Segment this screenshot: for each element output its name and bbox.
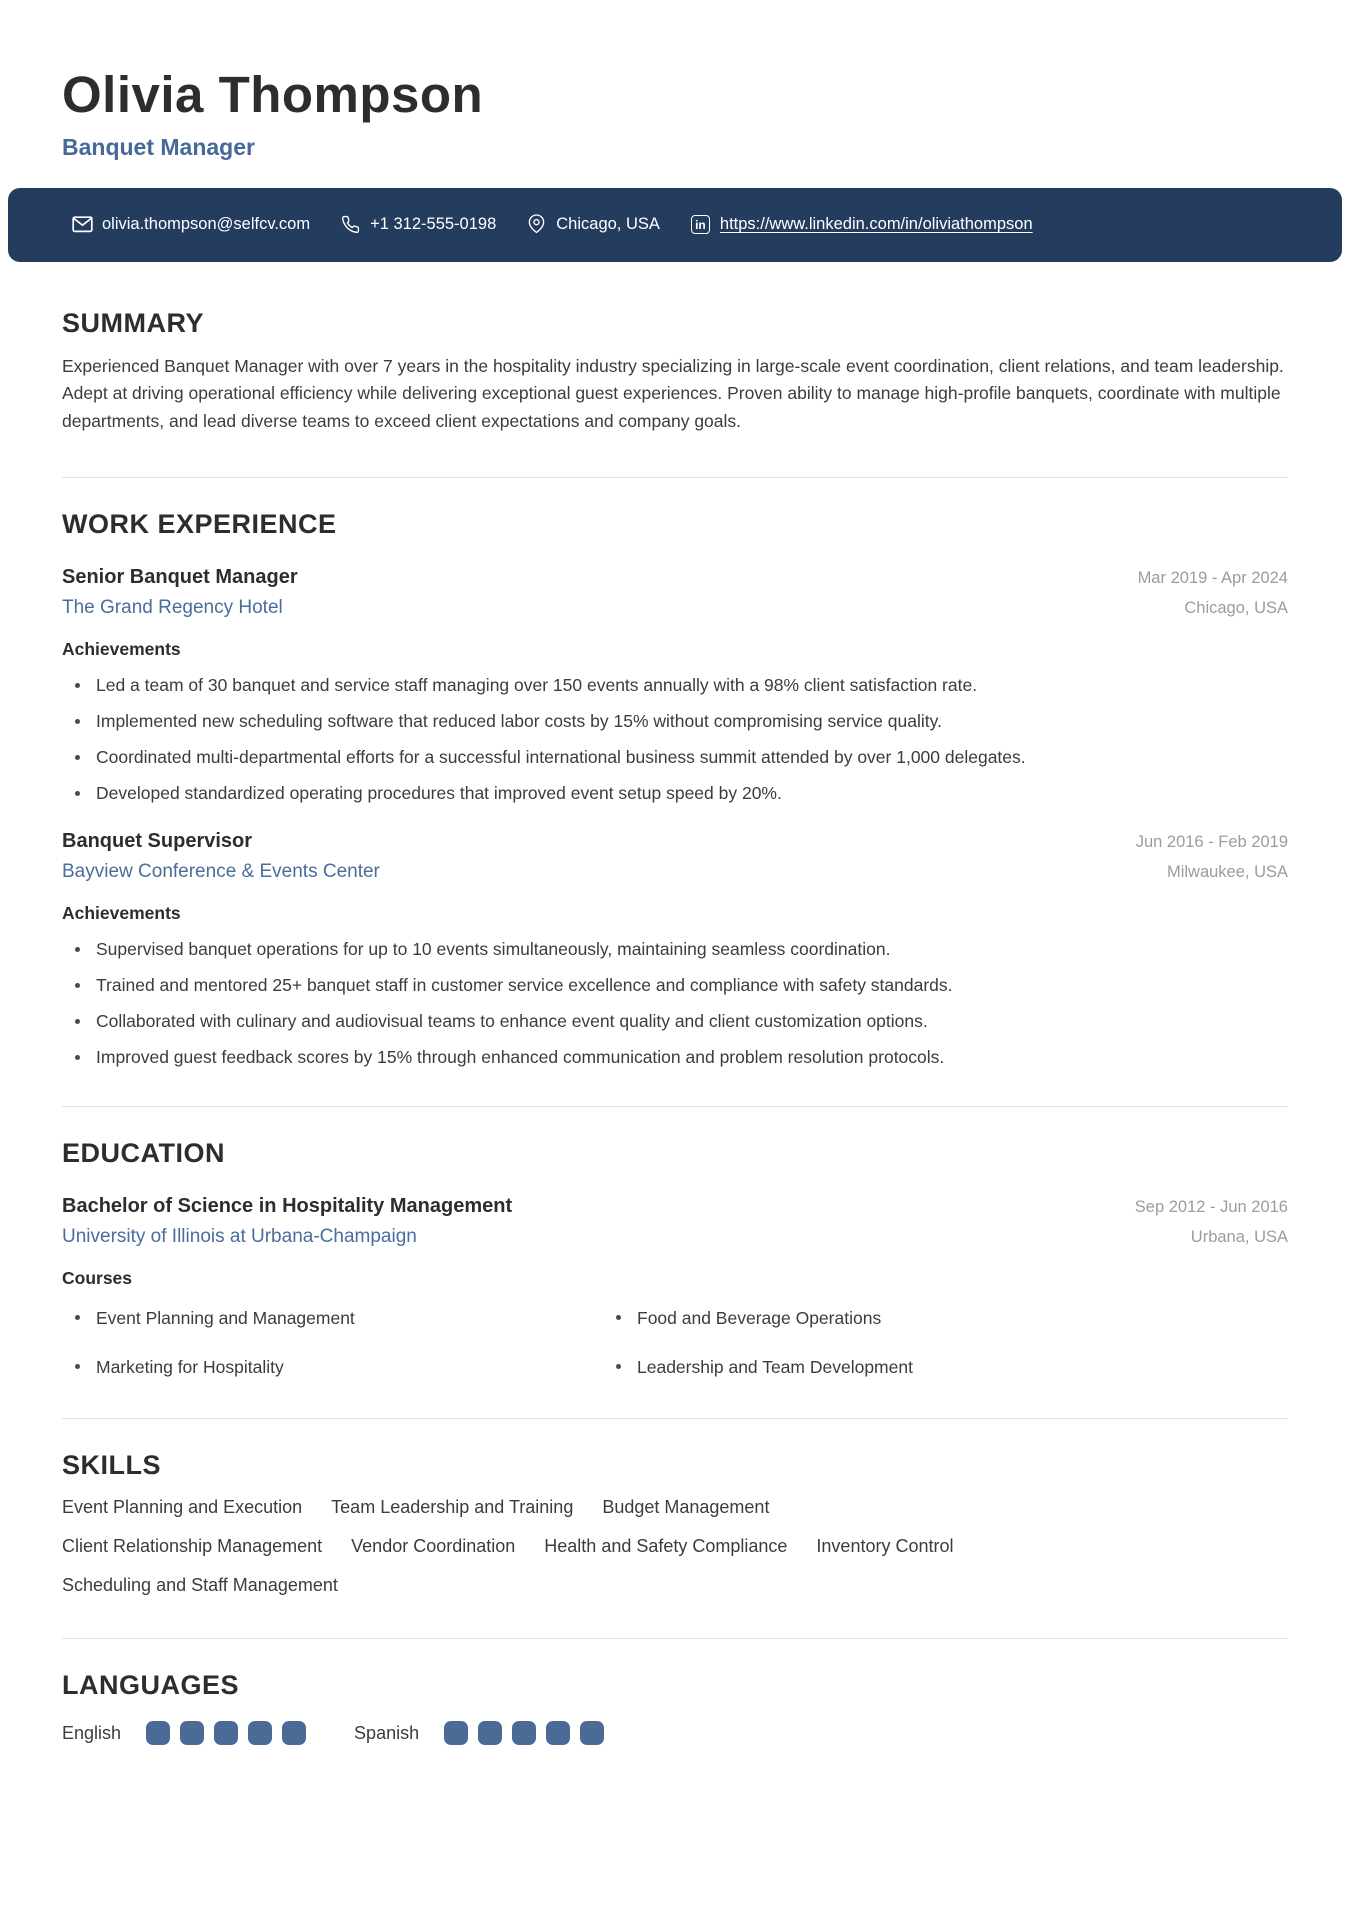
contact-linkedin <box>690 214 1033 235</box>
contact-phone <box>340 214 496 235</box>
language-item-spanish <box>354 1721 604 1745</box>
job-location-1: Chicago, USA <box>1184 599 1288 618</box>
courses-label: Courses <box>62 1268 133 1289</box>
language-item-english <box>62 1721 306 1745</box>
course-item: Food and Beverage Operations <box>637 1305 1288 1331</box>
course-item: Event Planning and Management <box>96 1305 637 1331</box>
work-experience-heading: WORK EXPERIENCE <box>62 509 337 540</box>
language-name: Spanish <box>354 1722 420 1743</box>
level-square <box>180 1721 204 1745</box>
education-dates: Sep 2012 - Jun 2016 <box>1134 1198 1288 1217</box>
skill-item: Budget Management <box>602 1497 770 1518</box>
course-item: Leadership and Team Development <box>637 1354 1288 1380</box>
achievement-item: Supervised banquet operations for up to 10 events simultaneously, maintaining seamless coordination. <box>96 935 1288 964</box>
achievement-item: Developed standardized operating procedures that improved event setup speed by 20%. <box>96 779 1288 808</box>
skill-item: Inventory Control <box>816 1536 954 1557</box>
job-entry <box>62 830 1288 1072</box>
degree-title: Bachelor of Science in Hospitality Management <box>62 1195 513 1218</box>
skills-section <box>62 1450 1288 1598</box>
achievement-item: Collaborated with culinary and audiovisual teams to enhance event quality and client customization options. <box>96 1007 1288 1036</box>
education-section <box>62 1138 1288 1380</box>
education-heading: EDUCATION <box>62 1138 225 1169</box>
achievement-item: Improved guest feedback scores by 15% through enhanced communication and problem resolution protocols. <box>96 1043 1288 1072</box>
language-level-indicator <box>146 1721 306 1745</box>
job-entry <box>62 566 1288 808</box>
job-location-2: Milwaukee, USA <box>1166 863 1288 882</box>
skill-item: Event Planning and Execution <box>62 1497 303 1518</box>
education-entry <box>62 1195 1288 1380</box>
resume-header <box>0 0 1350 161</box>
level-square <box>146 1721 170 1745</box>
school-name: University of Illinois at Urbana-Champaign <box>62 1226 417 1248</box>
skill-item: Vendor Coordination <box>351 1536 516 1557</box>
section-divider <box>62 1106 1288 1107</box>
contact-location-text: Chicago, USA <box>556 215 660 234</box>
level-square <box>444 1721 468 1745</box>
job-dates-2: Jun 2016 - Feb 2019 <box>1135 833 1288 852</box>
level-square <box>478 1721 502 1745</box>
contact-email <box>72 214 310 235</box>
job-title-2: Banquet Supervisor <box>62 830 253 853</box>
language-level-indicator <box>444 1721 604 1745</box>
language-name: English <box>62 1722 122 1743</box>
summary-text: Experienced Banquet Manager with over 7 years in the hospitality industry specializing in large-scale event coordination, client relations, and team leadership. Adept at driving operational efficiency while delivering exceptional guest experiences. Proven ability to manage high-profile banquets, coordinate with multiple departments, and lead diverse teams to exceed client expectations and company goals. <box>62 355 1284 431</box>
achievements-label-2: Achievements <box>62 903 181 924</box>
language-list <box>62 1721 1288 1745</box>
achievement-list <box>62 671 1288 808</box>
achievement-item: Trained and mentored 25+ banquet staff in customer service excellence and compliance with safety standards. <box>96 971 1288 1000</box>
summary-heading: SUMMARY <box>62 307 204 338</box>
skills-heading: SKILLS <box>62 1450 162 1481</box>
languages-heading: LANGUAGES <box>62 1670 240 1701</box>
skill-item: Scheduling and Staff Management <box>62 1575 338 1596</box>
phone-icon <box>340 214 361 235</box>
achievement-item: Led a team of 30 banquet and service staff managing over 150 events annually with a 98% client satisfaction rate. <box>96 671 1288 700</box>
section-divider <box>62 1638 1288 1639</box>
job-dates-1: Mar 2019 - Apr 2024 <box>1137 569 1288 588</box>
linkedin-icon: in <box>690 214 711 235</box>
job-title-1: Senior Banquet Manager <box>62 566 298 589</box>
level-square <box>214 1721 238 1745</box>
contact-location <box>526 214 660 235</box>
job-company-2: Bayview Conference & Events Center <box>62 861 380 883</box>
level-square <box>546 1721 570 1745</box>
contact-bar <box>8 188 1342 262</box>
level-square <box>512 1721 536 1745</box>
course-item: Marketing for Hospitality <box>96 1354 637 1380</box>
person-name: Olivia Thompson <box>62 66 484 123</box>
skills-list <box>62 1494 1288 1598</box>
level-square <box>282 1721 306 1745</box>
skill-item: Health and Safety Compliance <box>544 1536 788 1557</box>
achievement-list <box>62 935 1288 1072</box>
level-square <box>248 1721 272 1745</box>
achievement-item: Implemented new scheduling software that reduced labor costs by 15% without compromising service quality. <box>96 707 1288 736</box>
work-experience-section <box>62 509 1288 1072</box>
job-company-1: The Grand Regency Hotel <box>62 597 283 619</box>
location-pin-icon <box>526 214 547 235</box>
skill-item: Team Leadership and Training <box>331 1497 574 1518</box>
achievements-label-1: Achievements <box>62 639 181 660</box>
contact-phone-text: +1 312-555-0198 <box>370 215 497 234</box>
course-list <box>62 1305 1288 1380</box>
skill-item: Client Relationship Management <box>62 1536 323 1557</box>
section-divider <box>62 477 1288 478</box>
section-divider <box>62 1418 1288 1419</box>
linkedin-link[interactable]: https://www.linkedin.com/in/oliviathompson <box>719 215 1033 234</box>
job-title: Banquet Manager <box>62 133 255 160</box>
education-location: Urbana, USA <box>1190 1228 1288 1247</box>
contact-email-text: olivia.thompson@selfcv.com <box>102 215 311 234</box>
level-square <box>580 1721 604 1745</box>
email-icon <box>72 214 93 235</box>
achievement-item: Coordinated multi-departmental efforts for a successful international business summit attended by over 1,000 delegates. <box>96 743 1288 772</box>
summary-section <box>62 308 1288 436</box>
languages-section <box>62 1670 1288 1745</box>
